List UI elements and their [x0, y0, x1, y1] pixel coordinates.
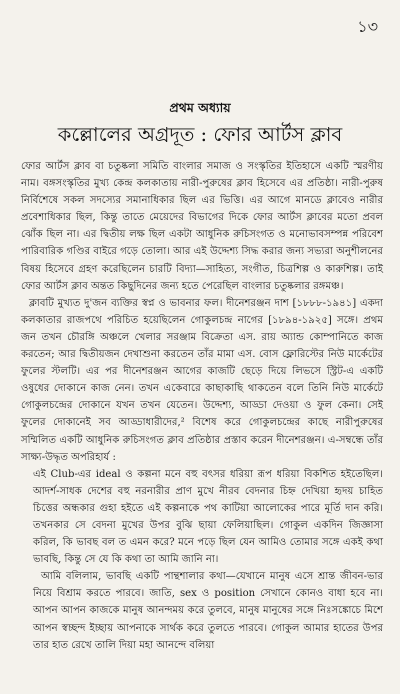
paragraph: ক্লাবটি মুখ্যত দু'জন ব্যক্তির স্বপ্ন ও ভাবনার ফল। দীনেশরঞ্জন দাশ [১৮৮৮-১৯৪১] একদা কলকাতার রাজপথে পরিচিত হয়েছিলেন গোকুলচন্দ্র নাগের [১৮৯৪-১৯২৫] সঙ্গে। প্রথম জন তখন চৌরঙ্গি অঞ্চলে খেলার সরঞ্জাম বিক্রেতা এস. রায় অ্যান্ড কোম্পানিতে কাজ করতেন; আর দ্বিতীয়জন দেখাশুনা করতেন তাঁর মামা এস. বোস ফ্লোরিস্টের নিউ মার্কেটের ফুলের স্টলটি। এর পর দীনেশরঞ্জন আগের কাজটি ছেড়ে দিয়ে লিভসে স্ট্রিট-এ একটি ওষুধের দোকানে কাজ নেন। তখন একেবারে কাছাকাছি থাকতেন বলে তিনি নিউ মার্কেটে গোকুলচন্দ্রের দোকানে যখন তখন যেতেন। উদ্দেশ্য, আড্ডা দেওয়া ও ফুল কেনা। সেই ফুলের দোকানেই সব আড্ডাধারীদের,² বিশেষ করে গোকুলচন্দ্রের কাছে নারীপুরুষের সম্মিলিত একটি আধুনিক রুচিসংগত ক্লাব প্রতিষ্ঠার প্রস্তাব করেন দীনেশরঞ্জন। এ-সম্বন্ধে তাঁর সাক্ষ্য-উদ্ধৃত অপরিহার্য :	[21, 297, 383, 463]
quote-paragraph: আমি বলিলাম, ভাবছি একটি পান্থশালার কথা—যেখানে মানুষ এসে শ্রান্ত জীবন-ভার নিয়ে বিশ্রাম করতে পারবে। জাতি, sex ও position সেখানে কোনও বাধা হবে না। আপন আপন কাজকে মানুষ আনন্দময় করে তুলবে, মানুষ মানুষের সঙ্গে নিঃসঙ্কোচে মিশে আপন স্বচ্ছন্দ ইচ্ছায় আপনাকে সার্থক করে তুলতে পারবে। গোকুল আমার হাতের উপর তার হাত রেখে তালি দিয়া মহা আনন্দে বলিয়া	[33, 571, 383, 651]
chapter-title: কল্লোলের অগ্রদূত : ফোর আর্টস ক্লাব	[57, 123, 343, 146]
block-quote	[21, 466, 383, 654]
quote-paragraph: এই Club-এর ideal ও কল্পনা মনে বহু বৎসর ধরিয়া রূপ ধরিয়া বিকশিত হইতেছিল। আদর্শ-সাধক দেশের বহু নরনারীর প্রাণ মুখে নীরব বেদনার চিহ্ন দেখিয়া হৃদয় চাহিত চিত্তের অন্ধকার গুহা হইতে এই কল্পনাকে পথ কাটিয়া আলোকের পারে মূর্তি দান করি। তখনকার সে বেদনা মুখের উপর বুঝি ছায়া ফেলিয়াছিল। গোকুল একদিন জিজ্ঞাসা করিল, কি ভাবছ বল ত এমন করে? মনে পড়ে ছিল যেন আমিও তোমার সঙ্গে একই কথা ভাবছি, কিন্তু সে যে কি কথা তা আমি জানি না।	[33, 468, 383, 566]
chapter-label: প্রথম অধ্যায়	[169, 100, 231, 115]
body-text	[21, 158, 383, 654]
paragraph: ফোর আর্টস ক্লাব বা চতুষ্কলা সমিতি বাংলার সমাজ ও সংস্কৃতির ইতিহাসে একটি স্মরণীয় নাম। বঙ্গসংস্কৃতির মুখ্য কেন্দ্র কলকাতায় নারী-পুরুষের ক্লাব হিসেবে এর প্রতিষ্ঠা। নারী-পুরুষ নির্বিশেষে সকল সদস্যের সমানাধিকার ছিল এর ভিত্তি। এর আগে মানডে ক্লাবেও নারীর প্রবেশাধিকার ছিল, কিন্তু তাতে মেয়েদের বিভাগের দিকে ফোর আর্টস ক্লাবের মতো প্রবল ঝোঁক ছিল না। এর দ্বিতীয় লক্ষ ছিল একটা আধুনিক রুচিসংগত ও মনোভাবসম্পন্ন পরিবেশ পারিবারিক গণ্ডির বাইরে গড়ে তোলা। আর এই উদ্দেশ্য সিদ্ধ করার জন্য সভ্যরা অনুশীলনের বিষয় হিসেবে গ্রহণ করেছিলেন চারটি বিদ্যা—সাহিত্য, সংগীত, চিত্রশিল্প ও কারুশিল্প। তাই ফোর আর্টস ক্লাব অন্তত কিছুদিনের জন্য হতে পেরেছিল বাংলার চতুষ্কলার রঙ্গমঞ্চ।	[21, 161, 383, 292]
page-number: ১৩	[357, 17, 378, 36]
